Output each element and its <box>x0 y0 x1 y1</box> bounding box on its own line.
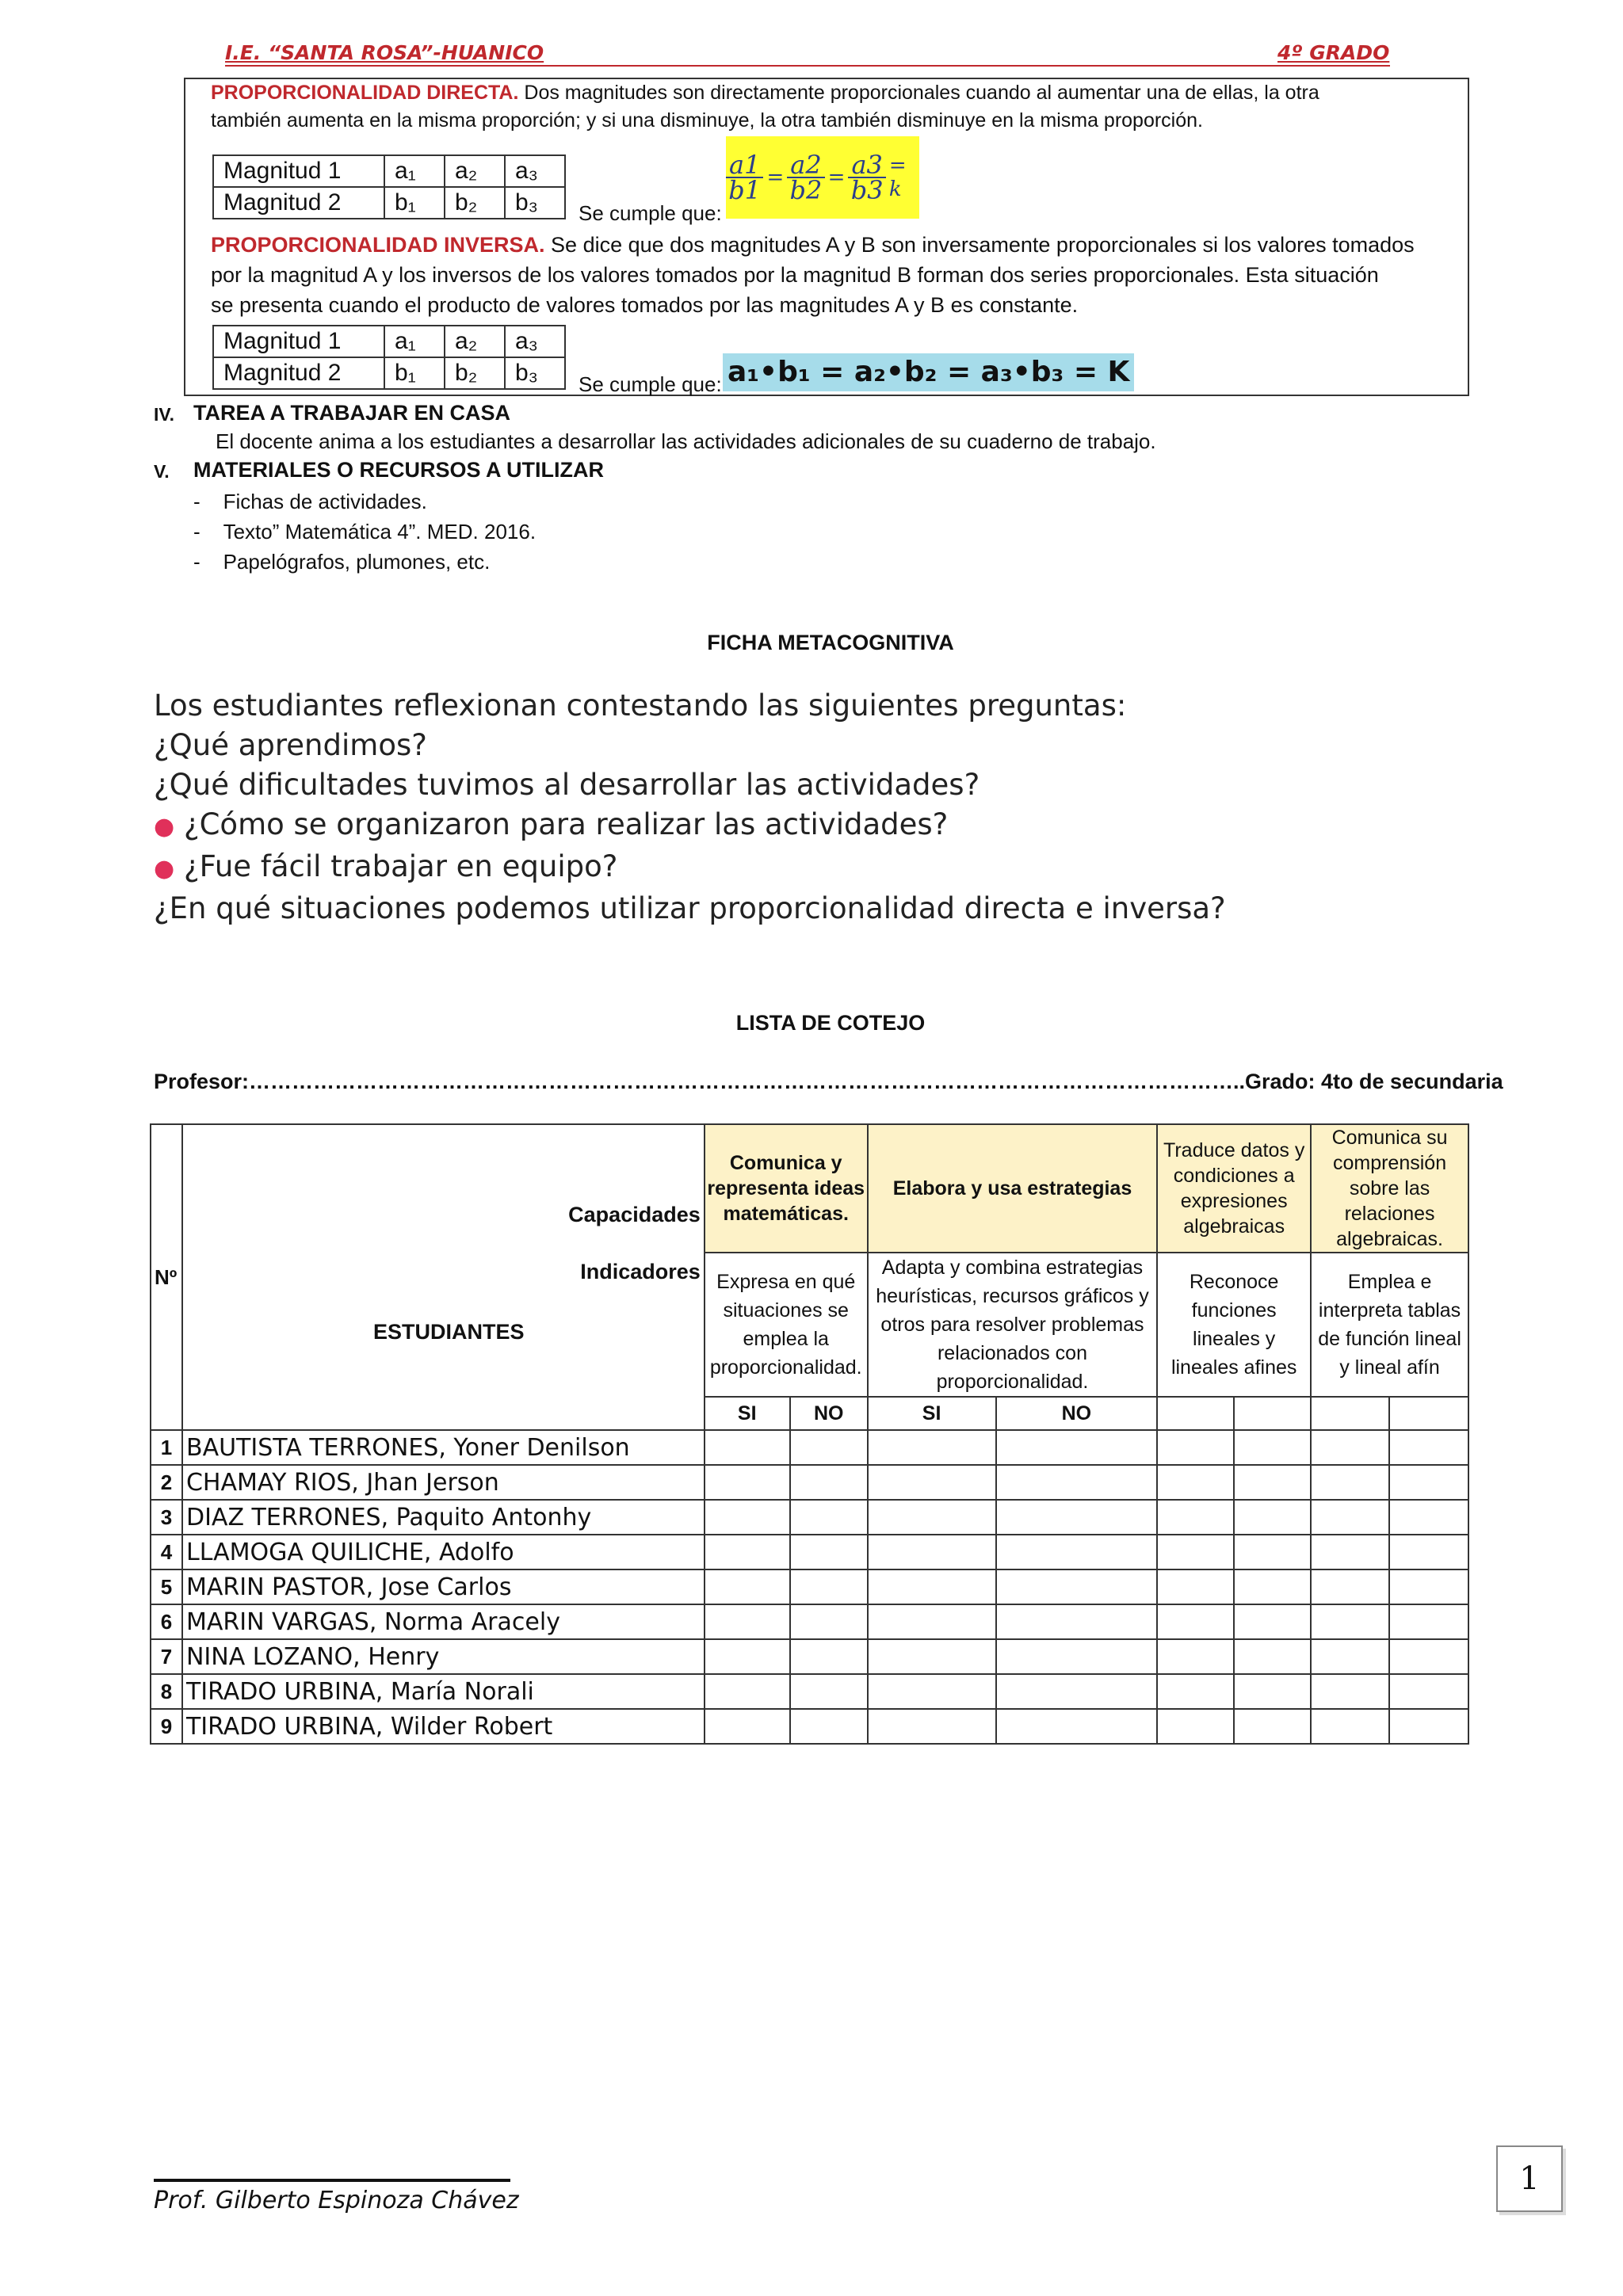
checklist-cell[interactable] <box>705 1674 790 1709</box>
checklist-cell[interactable] <box>1234 1639 1311 1674</box>
materials-item-text: Texto” Matemática 4”. MED. 2016. <box>223 520 537 543</box>
empty-cell <box>1311 1397 1389 1430</box>
checklist-cell[interactable] <box>1157 1674 1234 1709</box>
student-number: 8 <box>151 1674 182 1709</box>
school-header: I.E. “SANTA ROSA”-HUANICO <box>225 41 544 64</box>
direct-table-cell: Magnitud 2 <box>213 187 384 219</box>
ficha-line: Los estudiantes reflexionan contestando las siguientes preguntas: <box>154 688 1127 723</box>
capacity-header: Comunica su comprensión sobre las relaciones algebraicas. <box>1311 1124 1468 1253</box>
fraction-3 <box>848 150 885 205</box>
si-header: SI <box>868 1397 996 1430</box>
student-number: 1 <box>151 1430 182 1465</box>
indicadores-label: Indicadores <box>580 1260 701 1283</box>
section-5-number: V. <box>154 461 170 482</box>
checklist-cell[interactable] <box>705 1639 790 1674</box>
checklist-cell[interactable] <box>996 1604 1158 1639</box>
student-name: DIAZ TERRONES, Paquito Antonhy <box>182 1500 705 1535</box>
inverse-table-cell: a₁ <box>384 326 445 357</box>
equals-sign: = <box>827 166 846 189</box>
student-name: TIRADO URBINA, Wilder Robert <box>182 1709 705 1744</box>
student-row <box>151 1604 1468 1639</box>
student-name: CHAMAY RIOS, Jhan Jerson <box>182 1465 705 1500</box>
capacidades-label: Capacidades <box>568 1203 701 1226</box>
checklist-cell[interactable] <box>1389 1709 1468 1744</box>
ficha-line-text: ¿Fue fácil trabajar en equipo? <box>183 849 618 883</box>
checklist-cell[interactable] <box>868 1500 996 1535</box>
checklist-cell[interactable] <box>996 1709 1158 1744</box>
bullet-icon: ● <box>154 855 175 883</box>
direct-paragraph <box>211 79 1463 135</box>
inverse-table-cell: Magnitud 2 <box>213 357 384 389</box>
denominator: b1 <box>728 175 762 205</box>
student-name: BAUTISTA TERRONES, Yoner Denilson <box>182 1430 705 1465</box>
checklist-cell[interactable] <box>868 1430 996 1465</box>
checklist-cell[interactable] <box>790 1604 868 1639</box>
inverse-table-cell: a₂ <box>445 326 505 357</box>
direct-text-1: Dos magnitudes son directamente proporcionales cuando al aumentar una de ellas, la otra <box>518 82 1319 104</box>
checklist-cell[interactable] <box>1234 1465 1311 1500</box>
student-row <box>151 1674 1468 1709</box>
checklist-cell[interactable] <box>996 1430 1158 1465</box>
fraction-2 <box>787 150 824 205</box>
empty-cell <box>1234 1397 1311 1430</box>
checklist-cell[interactable] <box>996 1639 1158 1674</box>
student-row <box>151 1430 1468 1465</box>
si-header: SI <box>705 1397 790 1430</box>
inverse-line-3: se presenta cuando el producto de valores tomados por las magnitudes A y B es constante. <box>211 293 1079 317</box>
equals-k: = k <box>888 154 907 201</box>
materials-item: - Fichas de actividades. <box>193 490 427 513</box>
section-4-title: TAREA A TRABAJAR EN CASA <box>193 401 511 425</box>
estudiantes-label: ESTUDIANTES <box>372 1320 525 1344</box>
student-number: 3 <box>151 1500 182 1535</box>
checklist-cell[interactable] <box>1157 1465 1234 1500</box>
student-number: 2 <box>151 1465 182 1500</box>
checklist-cell[interactable] <box>1389 1500 1468 1535</box>
materials-item-text: Fichas de actividades. <box>223 490 427 513</box>
num-header: Nº <box>151 1124 182 1430</box>
numerator: a2 <box>787 153 824 178</box>
direct-table-cell: a₁ <box>384 155 445 187</box>
checklist-cell[interactable] <box>1389 1569 1468 1604</box>
direct-table-cell: b₂ <box>445 187 505 219</box>
checklist-cell[interactable] <box>1311 1674 1389 1709</box>
checklist-cell[interactable] <box>1311 1639 1389 1674</box>
checklist-cell[interactable] <box>1311 1430 1389 1465</box>
inverse-title: PROPORCIONALIDAD INVERSA. <box>211 233 545 257</box>
checklist-cell[interactable] <box>1389 1639 1468 1674</box>
checklist-cell[interactable] <box>790 1465 868 1500</box>
section-4-number: IV. <box>154 404 175 425</box>
checklist-cell[interactable] <box>1157 1535 1234 1569</box>
checklist-cell[interactable] <box>705 1500 790 1535</box>
checklist-cell[interactable] <box>1389 1465 1468 1500</box>
checklist-cell[interactable] <box>790 1500 868 1535</box>
checklist-cell[interactable] <box>868 1604 996 1639</box>
capacity-header: Elabora y usa estrategias <box>868 1124 1158 1253</box>
checklist-cell[interactable] <box>1311 1535 1389 1569</box>
checklist-cell[interactable] <box>996 1465 1158 1500</box>
direct-table-cell: b₃ <box>505 187 565 219</box>
profesor-line: Profesor:…………………………………………………………………………………………………………………………..Grado: 4to de secundaria <box>154 1070 1503 1093</box>
student-row <box>151 1569 1468 1604</box>
student-number: 5 <box>151 1569 182 1604</box>
indicator-cell: Adapta y combina estrategias heurísticas, recursos gráficos y otros para resolver problemas relacionados con proporcionalidad. <box>868 1253 1158 1397</box>
direct-title: PROPORCIONALIDAD DIRECTA. <box>211 82 519 104</box>
numerator: a3 <box>848 153 885 178</box>
student-name: MARIN VARGAS, Norma Aracely <box>182 1604 705 1639</box>
inverse-table-cell: b₁ <box>384 357 445 389</box>
inverse-table-cell: Magnitud 1 <box>213 326 384 357</box>
direct-table-cell: Magnitud 1 <box>213 155 384 187</box>
student-name: MARIN PASTOR, Jose Carlos <box>182 1569 705 1604</box>
checklist-cell[interactable] <box>705 1569 790 1604</box>
checklist-cell[interactable] <box>996 1674 1158 1709</box>
indicator-cell: Emplea e interpreta tablas de función lineal y lineal afín <box>1311 1253 1468 1397</box>
checklist-cell[interactable] <box>1234 1430 1311 1465</box>
checklist-cell[interactable] <box>1157 1430 1234 1465</box>
indicator-cell: Reconoce funciones lineales y lineales afines <box>1157 1253 1311 1397</box>
student-row <box>151 1465 1468 1500</box>
direct-table-cell: b₁ <box>384 187 445 219</box>
ficha-line: ¿Qué dificultades tuvimos al desarrollar las actividades? <box>154 768 980 802</box>
checklist-cell[interactable] <box>996 1569 1158 1604</box>
checklist-cell[interactable] <box>1389 1674 1468 1709</box>
bullet-icon: ● <box>154 813 175 841</box>
checklist-cell[interactable] <box>868 1465 996 1500</box>
ficha-line <box>154 847 1226 889</box>
checklist-cell[interactable] <box>1157 1639 1234 1674</box>
checklist-cell[interactable] <box>1389 1430 1468 1465</box>
ficha-questions <box>154 686 1226 929</box>
inverse-line-1: Se dice que dos magnitudes A y B son inversamente proporcionales si los valores tomados <box>544 233 1415 257</box>
checklist-cell[interactable] <box>996 1535 1158 1569</box>
checklist-cell[interactable] <box>790 1569 868 1604</box>
fraction-1 <box>726 150 763 205</box>
checklist-cell[interactable] <box>868 1569 996 1604</box>
inverse-cumple-label: Se cumple que: <box>579 372 722 396</box>
footer-rule <box>154 2179 510 2182</box>
student-rows <box>151 1430 1468 1744</box>
checklist-cell[interactable] <box>868 1709 996 1744</box>
checklist-cell[interactable] <box>1311 1604 1389 1639</box>
student-row <box>151 1639 1468 1674</box>
checklist-cell[interactable] <box>1234 1674 1311 1709</box>
inverse-table <box>212 325 566 390</box>
header-rule <box>225 65 1390 67</box>
no-header: NO <box>790 1397 868 1430</box>
student-name: TIRADO URBINA, María Norali <box>182 1674 705 1709</box>
checklist-cell[interactable] <box>868 1674 996 1709</box>
empty-cell <box>1157 1397 1234 1430</box>
student-row <box>151 1709 1468 1744</box>
section-5-title: MATERIALES O RECURSOS A UTILIZAR <box>193 458 604 482</box>
student-row <box>151 1500 1468 1535</box>
materials-list <box>193 486 536 577</box>
student-name: LLAMOGA QUILICHE, Adolfo <box>182 1535 705 1569</box>
direct-text-2: también aumenta en la misma proporción; y si una disminuye, la otra también disminuye en la misma proporción. <box>211 109 1203 132</box>
checklist-cell[interactable] <box>705 1430 790 1465</box>
checklist-table <box>150 1123 1469 1745</box>
direct-table-cell: a₂ <box>445 155 505 187</box>
checklist-cell[interactable] <box>790 1535 868 1569</box>
direct-formula <box>726 136 919 219</box>
checklist-cell[interactable] <box>1234 1569 1311 1604</box>
inverse-formula: a₁•b₁ = a₂•b₂ = a₃•b₃ = K <box>723 353 1134 391</box>
footer-author: Prof. Gilberto Espinoza Chávez <box>154 2187 519 2214</box>
checklist-cell[interactable] <box>1234 1535 1311 1569</box>
checklist-cell[interactable] <box>1311 1569 1389 1604</box>
checklist-cell[interactable] <box>790 1674 868 1709</box>
header-labels-cell <box>182 1124 705 1430</box>
checklist-cell[interactable] <box>790 1709 868 1744</box>
materials-item: - Papelógrafos, plumones, etc. <box>193 550 491 574</box>
checklist-cell[interactable] <box>705 1709 790 1744</box>
checklist-cell[interactable] <box>868 1639 996 1674</box>
checklist-cell[interactable] <box>996 1500 1158 1535</box>
checklist-cell[interactable] <box>1234 1500 1311 1535</box>
ficha-title: FICHA METACOGNITIVA <box>707 631 954 654</box>
section-4-text: El docente anima a los estudiantes a desarrollar las actividades adicionales de su cuaderno de trabajo. <box>216 429 1156 453</box>
student-number: 7 <box>151 1639 182 1674</box>
inverse-line-2: por la magnitud A y los inversos de los valores tomados por la magnitud B forman dos series proporcionales. Esta situación <box>211 263 1379 287</box>
capacity-header: Traduce datos y condiciones a expresiones algebraicas <box>1157 1124 1311 1253</box>
denominator: b3 <box>850 175 884 205</box>
materials-item: - Texto” Matemática 4”. MED. 2016. <box>193 520 537 543</box>
checklist-cell[interactable] <box>1157 1569 1234 1604</box>
checklist-cell[interactable] <box>705 1535 790 1569</box>
checklist-cell[interactable] <box>1157 1709 1234 1744</box>
ficha-line: ¿En qué situaciones podemos utilizar proporcionalidad directa e inversa? <box>154 891 1226 925</box>
ficha-line <box>154 805 1226 847</box>
student-number: 4 <box>151 1535 182 1569</box>
checklist-cell[interactable] <box>1311 1500 1389 1535</box>
checklist-cell[interactable] <box>1157 1500 1234 1535</box>
checklist-cell[interactable] <box>1234 1604 1311 1639</box>
no-header: NO <box>996 1397 1158 1430</box>
student-row <box>151 1535 1468 1569</box>
inverse-table-cell: b₂ <box>445 357 505 389</box>
empty-cell <box>1389 1397 1468 1430</box>
checklist-cell[interactable] <box>1311 1709 1389 1744</box>
student-name: NINA LOZANO, Henry <box>182 1639 705 1674</box>
inverse-table-cell: a₃ <box>505 326 565 357</box>
checklist-cell[interactable] <box>1157 1604 1234 1639</box>
ficha-line-text: ¿Cómo se organizaron para realizar las actividades? <box>183 807 949 841</box>
materials-item-text: Papelógrafos, plumones, etc. <box>223 550 491 574</box>
ficha-line: ¿Qué aprendimos? <box>154 728 427 762</box>
checklist-cell[interactable] <box>868 1535 996 1569</box>
direct-table-cell: a₃ <box>505 155 565 187</box>
direct-cumple-label: Se cumple que: <box>579 201 722 225</box>
checklist-cell[interactable] <box>1389 1604 1468 1639</box>
checklist-cell[interactable] <box>705 1604 790 1639</box>
checklist-cell[interactable] <box>790 1639 868 1674</box>
capacity-header: Comunica y representa ideas matemáticas. <box>705 1124 868 1253</box>
page-number: 1 <box>1496 2145 1563 2212</box>
inverse-paragraph <box>211 230 1466 320</box>
denominator: b2 <box>789 175 823 205</box>
checklist-cell[interactable] <box>1234 1709 1311 1744</box>
checklist-cell[interactable] <box>790 1430 868 1465</box>
indicator-cell: Expresa en qué situaciones se emplea la proporcionalidad. <box>705 1253 868 1397</box>
checklist-cell[interactable] <box>1311 1465 1389 1500</box>
inverse-table-cell: b₃ <box>505 357 565 389</box>
checklist-cell[interactable] <box>1389 1535 1468 1569</box>
student-number: 9 <box>151 1709 182 1744</box>
student-number: 6 <box>151 1604 182 1639</box>
checklist-cell[interactable] <box>705 1465 790 1500</box>
lista-title: LISTA DE COTEJO <box>735 1011 926 1035</box>
direct-table <box>212 154 566 219</box>
equals-sign: = <box>766 166 785 189</box>
grade-header: 4º GRADO <box>1277 41 1390 64</box>
numerator: a1 <box>726 153 763 178</box>
